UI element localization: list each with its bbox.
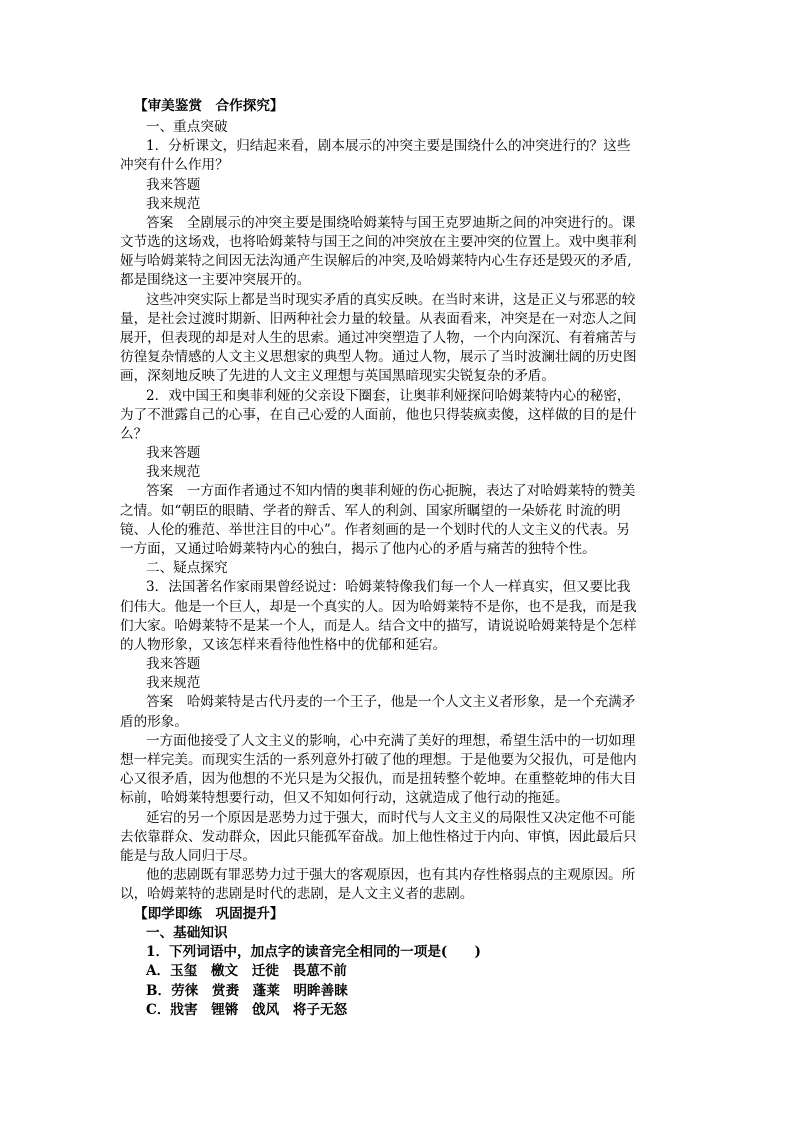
question-line: 们大家。哈姆莱特不是某一个人，而是人。结合文中的描写，请说说哈姆莱特是个怎样 (120, 618, 637, 634)
answer-line: 心又很矛盾，因为他想的不光只是为父报仇，而是扭转整个乾坤。在重整乾坤的伟大目 (120, 771, 637, 787)
answer-line: 延宕的另一个原因是恶势力过于强大，而时代与人文主义的局限性又决定他不可能 (146, 810, 636, 826)
question-line: 3．法国著名作家雨果曾经说过：哈姆莱特像我们每一个人一样真实，但又要比我 (146, 579, 631, 595)
answer-line: 展开，但表现的却是对人生的思索。通过冲突塑造了人物，一个内向深沉、有着痛苦与 (120, 330, 637, 346)
answer-line: 答案 一方面作者通过不知内情的奥菲利娅的伤心扼腕，表达了对哈姆莱特的赞美 (146, 483, 636, 499)
answer-prompt: 我来规范 (146, 675, 201, 691)
answer-line: 一方面他接受了人文主义的影响，心中充满了美好的理想，希望生活中的一切如理 (146, 733, 636, 749)
answer-line: 答案 哈姆莱特是古代丹麦的一个王子，他是一个人文主义者形象，是一个充满矛 (146, 694, 636, 710)
exercise-option: C．戕害 锂锵 戗风 将子无怒 (146, 1002, 348, 1018)
subsection-title: 一、重点突破 (146, 119, 228, 135)
subsection-title: 一、基础知识 (146, 925, 228, 941)
answer-prompt: 我来答题 (146, 445, 201, 461)
answer-line: 画，深刻地反映了先进的人文主义理想与英国黑暗现实尖锐复杂的矛盾。 (120, 368, 555, 384)
answer-prompt: 我来规范 (146, 464, 201, 480)
answer-line: 答案 全剧展示的冲突主要是围绕哈姆莱特与国王克罗迪斯之间的冲突进行的。课 (146, 215, 636, 231)
exercise-option: A．玉玺 檄文 迁徙 畏葸不前 (146, 963, 347, 979)
question-line: 冲突有什么作用？ (120, 157, 229, 173)
question-line: 的人物形象，又该怎样来看待他性格中的优郁和延宕。 (120, 637, 447, 653)
answer-prompt: 我来答题 (146, 656, 201, 672)
answer-line: 量，是社会过渡时期新、旧两种社会力量的较量。从表面看来，冲突是在一对恋人之间 (120, 311, 637, 327)
answer-line: 都是围绕这一主要冲突展开的。 (120, 272, 311, 288)
answer-line: 盾的形象。 (120, 714, 188, 730)
question-line: 们伟大。他是一个巨人，却是一个真实的人。因为哈姆莱特不是你，也不是我，而是我 (120, 599, 637, 615)
answer-line: 这些冲突实际上都是当时现实矛盾的真实反映。在当时来讲，这是正义与邪恶的较 (146, 292, 636, 308)
exercise-question: 1．下列词语中，加点字的读音完全相同的一项是( ) (146, 944, 481, 960)
answer-line: 彷徨复杂情感的人文主义思想家的典型人物。通过人物，展示了当时波澜壮阔的历史图 (120, 349, 637, 365)
question-line: 1．分析课文，归结起来看，剧本展示的冲突主要是围绕什么的冲突进行的？这些 (146, 138, 631, 154)
answer-line: 他的悲剧既有罪恶势力过于强大的客观原因，也有其内存性格弱点的主观原因。所 (146, 867, 636, 883)
question-line: 2．戏中国王和奥菲利娅的父亲设下圈套，让奥菲利娅探问哈姆莱特内心的秘密， (146, 388, 631, 404)
subsection-title: 二、疑点探究 (146, 560, 228, 576)
question-line: 么？ (120, 426, 148, 442)
answer-line: 能是与敌人同归于尽。 (120, 848, 256, 864)
answer-line: 娅与哈姆莱特之间因无法沟通产生误解后的冲突,及哈姆莱特内心生存还是毁灭的矛盾, (120, 253, 632, 269)
answer-line: 去依靠群众、发动群众，因此只能孤军奋战。加上他性格过于内向、审慎，因此最后只 (120, 829, 637, 845)
answer-line: 以，哈姆莱特的悲剧是时代的悲剧，是人文主义者的悲剧。 (120, 886, 474, 902)
answer-line: 文节选的这场戏，也将哈姆莱特与国王之间的冲突放在主要冲突的位置上。戏中奥菲利 (120, 234, 637, 250)
section-heading: 【即学即练 巩固提升】 (134, 906, 284, 922)
answer-prompt: 我来答题 (146, 177, 201, 193)
section-heading: 【审美鉴赏 合作探究】 (134, 98, 284, 114)
answer-line: 之情。如“朝臣的眼睛、学者的辩舌、军人的利剑、国家所瞩望的一朵娇花 时流的明 (120, 503, 621, 519)
answer-line: 一方面，又通过哈姆莱特内心的独白，揭示了他内心的矛盾与痛苦的独特个性。 (120, 541, 596, 557)
question-line: 为了不泄露自己的心事，在自己心爱的人面前，他也只得装疯卖傻，这样做的目的是什 (120, 407, 637, 423)
answer-line: 想一样完美。而现实生活的一系列意外打破了他的理想。于是他要为父报仇，可是他内 (120, 752, 637, 768)
answer-line: 镜、人伦的雅范、举世注目的中心”。作者刻画的是一个划时代的人文主义的代表。另 (120, 522, 630, 538)
answer-line: 标前，哈姆莱特想要行动，但又不知如何行动，这就造成了他行动的拖延。 (120, 790, 569, 806)
answer-prompt: 我来规范 (146, 196, 201, 212)
exercise-option: B．劳徕 赏赉 蓬莱 明眸善睐 (146, 983, 348, 999)
